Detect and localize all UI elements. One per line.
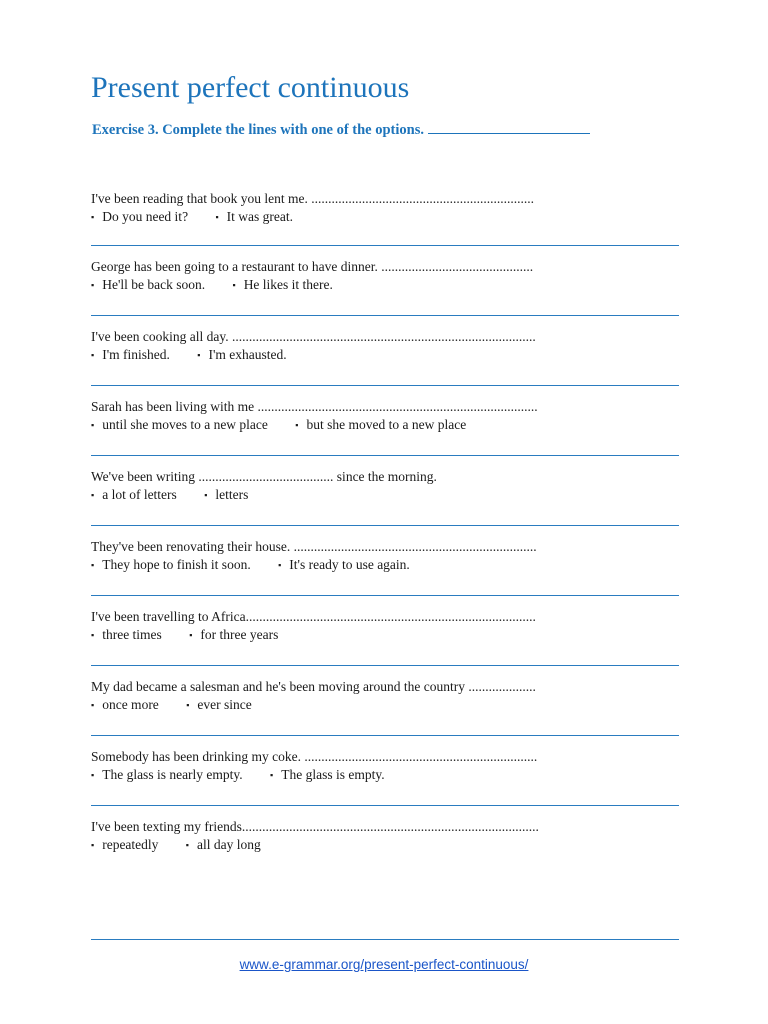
option[interactable]: [91, 347, 170, 363]
item-options: [91, 417, 490, 433]
bullet-icon: ▪: [270, 770, 274, 780]
bullet-icon: ▪: [91, 840, 95, 850]
option[interactable]: [204, 487, 248, 503]
option-text: It's ready to use again.: [289, 557, 410, 572]
option-text: Do you need it?: [102, 209, 189, 224]
option-text: all day long: [197, 837, 261, 852]
option-text: letters: [215, 487, 249, 502]
option-text: He'll be back soon.: [102, 277, 206, 292]
name-blank-line: [428, 121, 590, 134]
item-sentence: Somebody has been drinking my coke. .....................................................................: [91, 749, 538, 764]
exercise-item: [91, 526, 679, 596]
option-text: a lot of letters: [102, 487, 177, 502]
option-text: They hope to finish it soon.: [102, 557, 251, 572]
page-title: Present perfect continuous: [91, 71, 410, 104]
item-options: [91, 697, 276, 713]
footer-link[interactable]: www.e-grammar.org/present-perfect-continuous/: [239, 957, 529, 972]
option[interactable]: [189, 627, 278, 643]
option[interactable]: [270, 767, 385, 783]
bullet-icon: ▪: [295, 420, 299, 430]
bullet-icon: ▪: [91, 770, 95, 780]
item-sentence: I've been reading that book you lent me. ..................................................................: [91, 191, 534, 206]
bullet-icon: ▪: [189, 630, 193, 640]
exercise-item: [91, 176, 679, 246]
bullet-icon: ▪: [186, 700, 190, 710]
option[interactable]: [91, 767, 243, 783]
bullet-icon: ▪: [91, 490, 95, 500]
option[interactable]: [91, 627, 162, 643]
item-sentence: I've been travelling to Africa......................................................................................: [91, 609, 536, 624]
item-sentence: I've been texting my friends........................................................................................: [91, 819, 539, 834]
bullet-icon: ▪: [91, 212, 95, 222]
exercise-item: [91, 246, 679, 316]
option-text: It was great.: [226, 209, 293, 224]
footer: [0, 957, 768, 972]
option-text: but she moved to a new place: [306, 417, 467, 432]
bullet-icon: ▪: [91, 630, 95, 640]
instruction-text: Exercise 3. Complete the lines with one of the options.: [92, 122, 424, 138]
bullet-icon: ▪: [278, 560, 282, 570]
option[interactable]: [278, 557, 410, 573]
option-text: The glass is nearly empty.: [102, 767, 243, 782]
bullet-icon: ▪: [91, 350, 95, 360]
exercise-item: [91, 316, 679, 386]
item-options: [91, 627, 302, 643]
exercise-instruction: [92, 121, 590, 139]
option-text: He likes it there.: [243, 277, 333, 292]
option-text: I'm finished.: [102, 347, 170, 362]
exercise-item: [91, 806, 679, 876]
bullet-icon: ▪: [215, 212, 219, 222]
option[interactable]: [295, 417, 466, 433]
bullet-icon: ▪: [91, 280, 95, 290]
item-options: [91, 487, 272, 503]
option-text: repeatedly: [102, 837, 159, 852]
bullet-icon: ▪: [185, 840, 189, 850]
option-text: once more: [102, 697, 159, 712]
option-text: I'm exhausted.: [208, 347, 287, 362]
option[interactable]: [91, 209, 188, 225]
item-sentence: George has been going to a restaurant to have dinner. .............................................: [91, 259, 534, 274]
option[interactable]: [91, 417, 268, 433]
bullet-icon: ▪: [91, 700, 95, 710]
option-text: ever since: [197, 697, 252, 712]
option[interactable]: [232, 277, 332, 293]
option[interactable]: [215, 209, 293, 225]
item-options: [91, 557, 434, 573]
item-options: [91, 277, 357, 293]
option[interactable]: [197, 347, 286, 363]
option-text: for three years: [200, 627, 279, 642]
item-sentence: I've been cooking all day. ..........................................................................................: [91, 329, 536, 344]
bullet-icon: ▪: [204, 490, 208, 500]
exercise-item: [91, 596, 679, 666]
item-options: [91, 837, 285, 853]
exercise-item: [91, 386, 679, 456]
option[interactable]: [91, 557, 251, 573]
item-options: [91, 767, 409, 783]
item-options: [91, 209, 317, 225]
bullet-icon: ▪: [197, 350, 201, 360]
option-text: The glass is empty.: [281, 767, 385, 782]
exercise-item: [91, 666, 679, 736]
option[interactable]: [186, 837, 261, 853]
option-text: until she moves to a new place: [102, 417, 268, 432]
footer-divider: [91, 939, 679, 940]
item-sentence: They've been renovating their house. ........................................................................: [91, 539, 537, 554]
option[interactable]: [91, 277, 205, 293]
exercise-item: [91, 736, 679, 806]
item-sentence: Sarah has been living with me ...................................................................................: [91, 399, 538, 414]
item-sentence: My dad became a salesman and he's been moving around the country ....................: [91, 679, 536, 694]
item-options: [91, 347, 311, 363]
exercise-list: [91, 176, 679, 876]
option[interactable]: [91, 697, 159, 713]
option[interactable]: [91, 487, 177, 503]
bullet-icon: ▪: [232, 280, 236, 290]
bullet-icon: ▪: [91, 560, 95, 570]
bullet-icon: ▪: [91, 420, 95, 430]
item-sentence: We've been writing ........................................ since the morning.: [91, 469, 437, 484]
exercise-item: [91, 456, 679, 526]
option[interactable]: [91, 837, 158, 853]
option[interactable]: [186, 697, 252, 713]
option-text: three times: [102, 627, 162, 642]
